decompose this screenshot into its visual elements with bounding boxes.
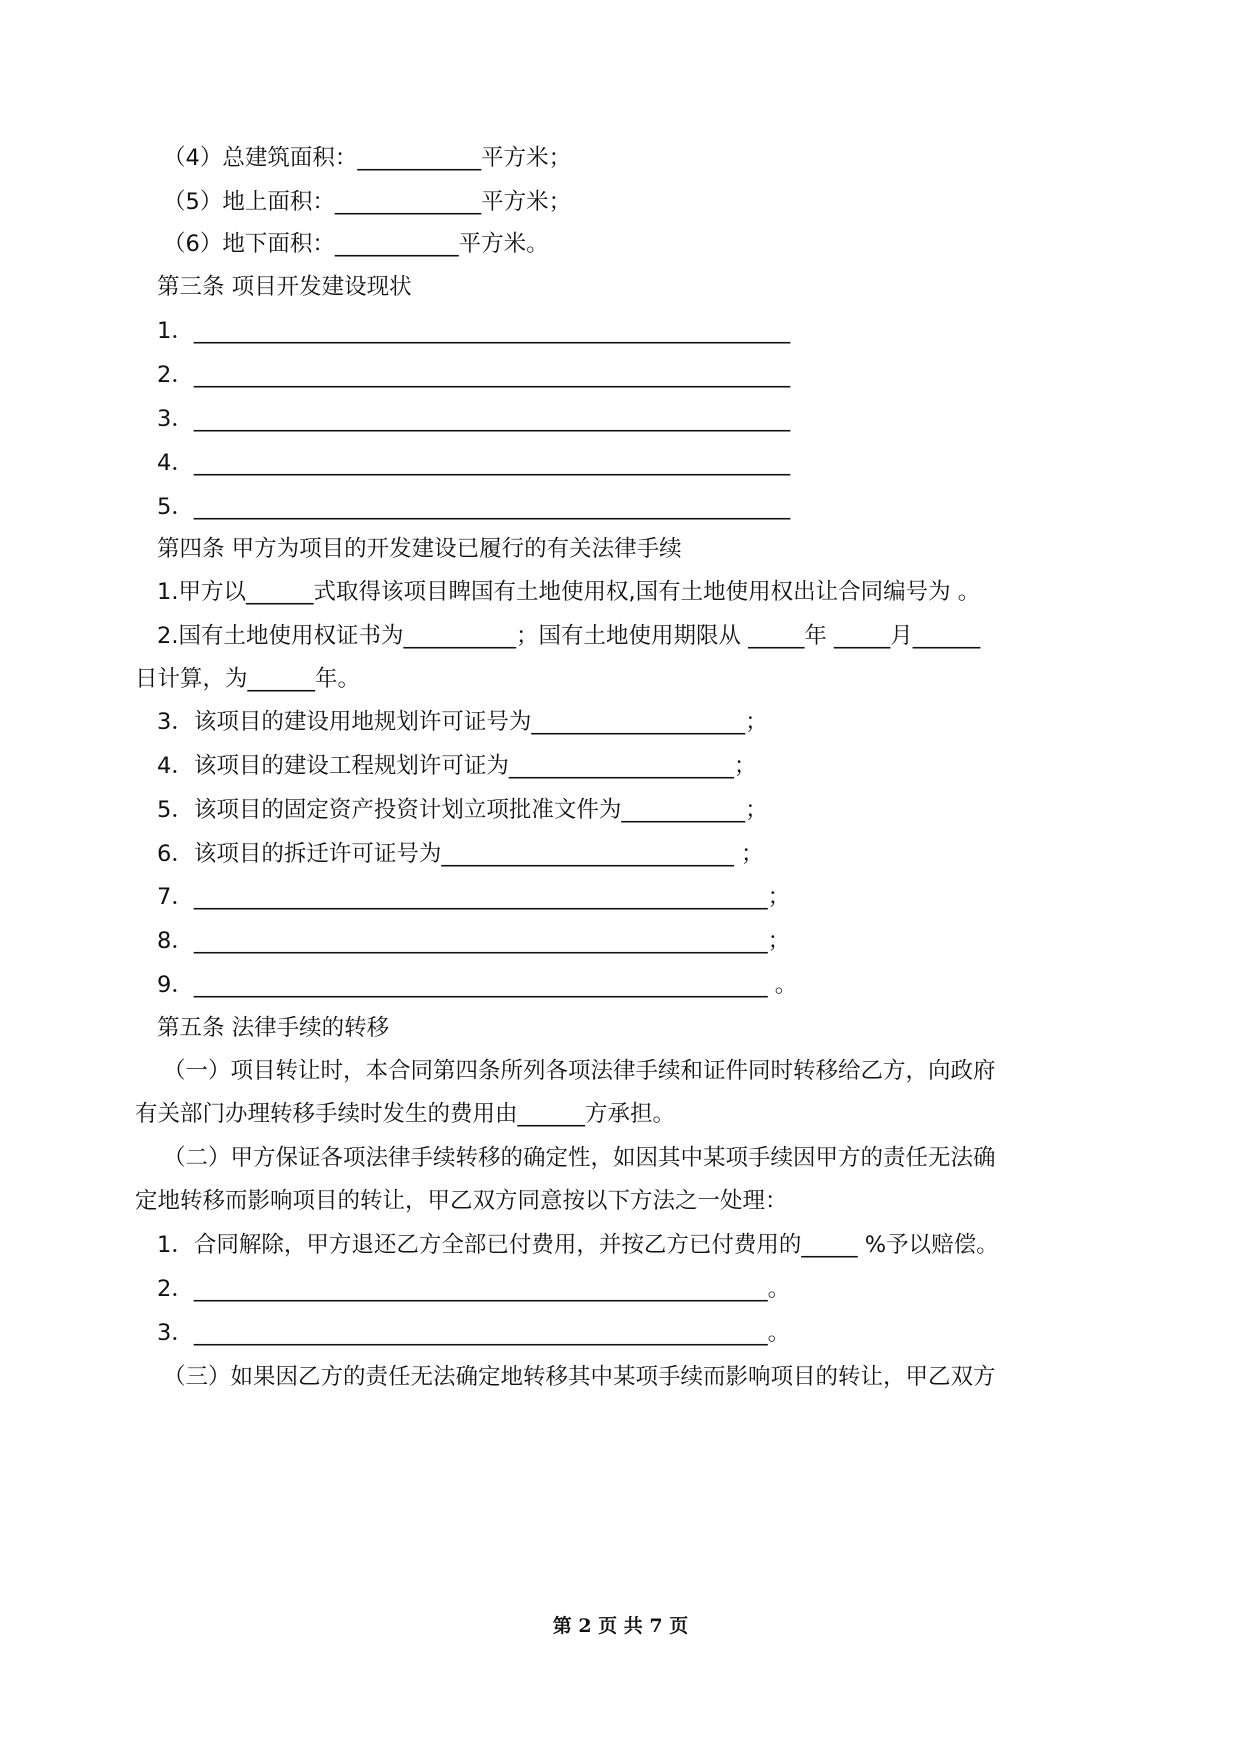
section-heading: 第五条 法律手续的转移: [157, 1015, 390, 1041]
text-line: 定地转移而影响项目的转让，甲乙双方同意按以下方法之一处理：: [135, 1188, 788, 1214]
text-line: 9．___________________________________________________ 。: [157, 972, 798, 998]
text-line: 5．该项目的固定资产投资计划立项批准文件为___________；: [157, 797, 768, 823]
text-line: 2．_____________________________________________________: [157, 362, 791, 388]
text-line: 2．___________________________________________________。: [157, 1276, 791, 1302]
text-line: （二）甲方保证各项法律手续转移的确定性，如因其中某项手续因甲方的责任无法确: [163, 1145, 996, 1171]
text-line: 6．该项目的拆迁许可证号为__________________________ ；: [157, 841, 764, 867]
section-heading: 第四条 甲方为项目的开发建设已履行的有关法律手续: [157, 536, 682, 562]
text-line: （5）地上面积：_____________平方米；: [163, 189, 572, 215]
text-line: （三）如果因乙方的责任无法确定地转移其中某项手续而影响项目的转让，甲乙双方: [163, 1364, 996, 1390]
text-line: 1．合同解除，甲方退还乙方全部已付费用，并按乙方已付费用的_____ %予以赔偿。: [157, 1232, 999, 1258]
text-line: （6）地下面积：___________平方米。: [163, 231, 549, 257]
text-line: 4．该项目的建设工程规划许可证为____________________；: [157, 753, 757, 779]
text-line: 3．___________________________________________________。: [157, 1320, 791, 1346]
text-line: 2.国有土地使用权证书为__________；国有土地使用期限从 _____年 _____月______: [157, 623, 981, 649]
text-line: 4．_____________________________________________________: [157, 450, 791, 476]
text-line: （4）总建筑面积：___________平方米；: [163, 145, 572, 171]
text-line: 5．_____________________________________________________: [157, 494, 791, 520]
section-heading: 第三条 项目开发建设现状: [157, 274, 412, 300]
text-line: 1．_____________________________________________________: [157, 318, 791, 344]
text-line: 1.甲方以______式取得该项目睥国有土地使用权,国有土地使用权出让合同编号为 。: [157, 579, 981, 605]
page-number-footer: 第 2 页 共 7 页: [552, 1615, 689, 1637]
text-line: 7．___________________________________________________；: [157, 884, 791, 910]
text-line: 3．该项目的建设用地规划许可证号为___________________；: [157, 709, 768, 735]
text-line: 8．___________________________________________________；: [157, 928, 791, 954]
text-line: 3．_____________________________________________________: [157, 406, 791, 432]
text-line: 日计算，为______年。: [135, 666, 361, 692]
text-line: 有关部门办理转移手续时发生的费用由______方承担。: [135, 1101, 676, 1127]
text-line: （一）项目转让时，本合同第四条所列各项法律手续和证件同时转移给乙方，向政府: [163, 1058, 996, 1084]
